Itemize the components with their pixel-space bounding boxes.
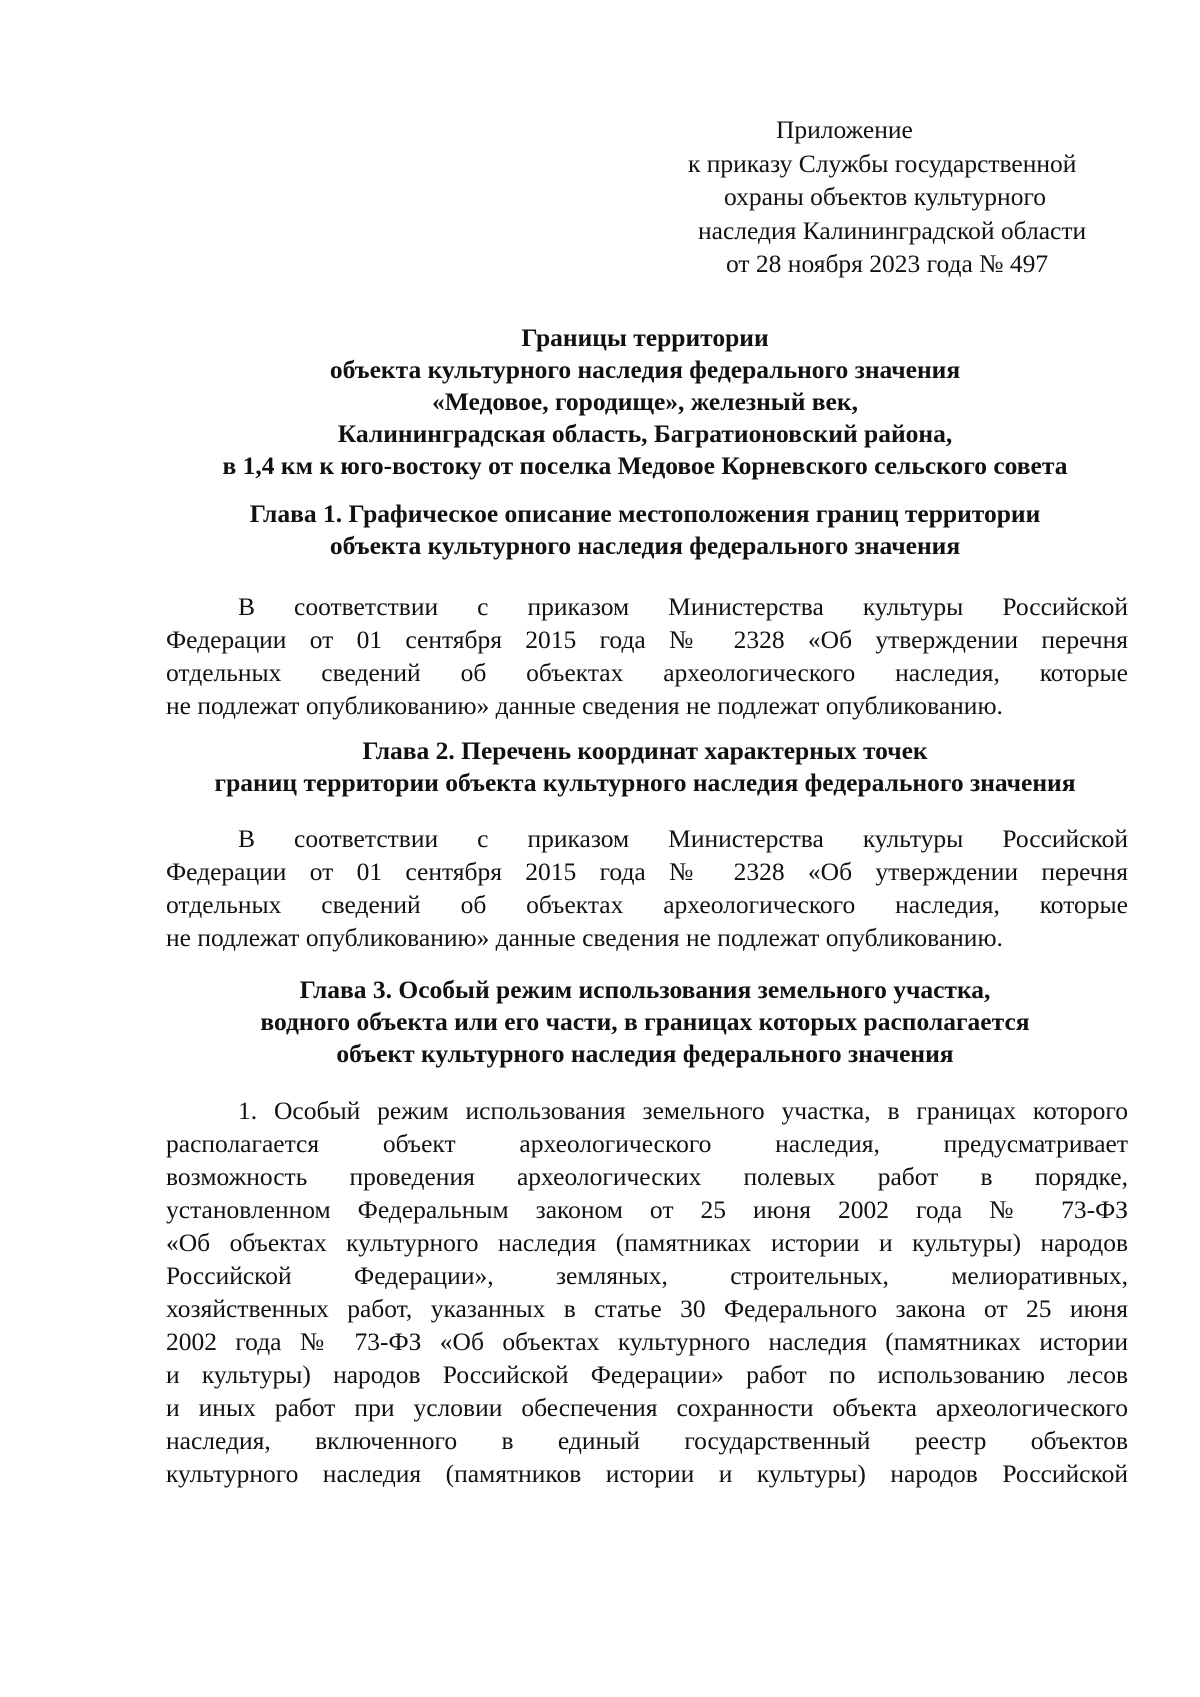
body-line: не подлежат опубликованию» данные сведения не подлежат опубликованию. bbox=[166, 691, 1003, 720]
annex-line: к приказу Службы государственной bbox=[688, 148, 1077, 178]
title-line: Калининградская область, Багратионовский района, bbox=[337, 419, 953, 448]
heading-line: объект культурного наследия федерального значения bbox=[336, 1039, 954, 1068]
annex-header bbox=[688, 113, 1200, 281]
heading-line: водного объекта или его части, в границах которых располагается bbox=[260, 1007, 1030, 1036]
body-line: 2002 года № 73-ФЗ «Об объектах культурного наследия (памятниках истории bbox=[166, 1327, 1128, 1356]
heading-line: объекта культурного наследия федерального значения bbox=[329, 531, 961, 560]
annex-line: от 28 ноября 2023 года № 497 bbox=[726, 249, 1049, 278]
title-line: Границы территории bbox=[521, 323, 769, 352]
chapter-3-heading bbox=[150, 974, 1140, 1070]
body-line: установленном Федеральным законом от 25 июня 2002 года № 73-ФЗ bbox=[166, 1195, 1128, 1224]
body-line: наследия, включенного в единый государственный реестр объектов bbox=[166, 1426, 1128, 1455]
title-line: объекта культурного наследия федерального значения bbox=[329, 355, 961, 384]
chapter-2-body bbox=[166, 822, 1128, 954]
chapter-3-body bbox=[166, 1094, 1128, 1490]
annex-line: наследия Калининградской области bbox=[698, 215, 1087, 245]
body-line: возможность проведения археологических полевых работ в порядке, bbox=[166, 1162, 1128, 1191]
title-line: «Медовое, городище», железный век, bbox=[432, 387, 858, 416]
body-line: и иных работ при условии обеспечения сохранности объекта археологического bbox=[166, 1393, 1128, 1422]
body-line: не подлежат опубликованию» данные сведения не подлежат опубликованию. bbox=[166, 923, 1003, 952]
body-line: В соответствии с приказом Министерства культуры Российской bbox=[238, 824, 1128, 853]
body-line: Российской Федерации», земляных, строительных, мелиоративных, bbox=[166, 1261, 1128, 1290]
heading-line: Глава 2. Перечень координат характерных точек bbox=[362, 736, 928, 765]
body-line: располагается объект археологического наследия, предусматривает bbox=[166, 1129, 1128, 1158]
body-line: хозяйственных работ, указанных в статье 30 Федерального закона от 25 июня bbox=[166, 1294, 1128, 1323]
body-line: отдельных сведений об объектах археологического наследия, которые bbox=[166, 658, 1128, 687]
chapter-1-heading bbox=[150, 498, 1140, 562]
heading-line: Глава 1. Графическое описание местоположения границ территории bbox=[249, 499, 1041, 528]
heading-line: Глава 3. Особый режим использования земельного участка, bbox=[299, 975, 991, 1004]
document-title bbox=[150, 322, 1140, 482]
body-line: Федерации от 01 сентября 2015 года № 2328 «Об утверждении перечня bbox=[166, 857, 1128, 886]
body-line: «Об объектах культурного наследия (памятниках истории и культуры) народов bbox=[166, 1228, 1128, 1257]
chapter-2-heading bbox=[150, 735, 1140, 799]
body-line: культурного наследия (памятников истории и культуры) народов Российской bbox=[166, 1459, 1128, 1488]
chapter-1-body bbox=[166, 590, 1128, 722]
body-line: Федерации от 01 сентября 2015 года № 2328 «Об утверждении перечня bbox=[166, 625, 1128, 654]
body-line: В соответствии с приказом Министерства культуры Российской bbox=[238, 592, 1128, 621]
body-line: отдельных сведений об объектах археологического наследия, которые bbox=[166, 890, 1128, 919]
title-line: в 1,4 км к юго-востоку от поселка Медовое Корневского сельского совета bbox=[222, 451, 1068, 480]
annex-line: Приложение bbox=[776, 115, 913, 144]
body-line: 1. Особый режим использования земельного участка, в границах которого bbox=[238, 1096, 1128, 1125]
annex-line: охраны объектов культурного bbox=[724, 182, 1047, 211]
body-line: и культуры) народов Российской Федерации» работ по использованию лесов bbox=[166, 1360, 1128, 1389]
heading-line: границ территории объекта культурного наследия федерального значения bbox=[214, 768, 1076, 797]
